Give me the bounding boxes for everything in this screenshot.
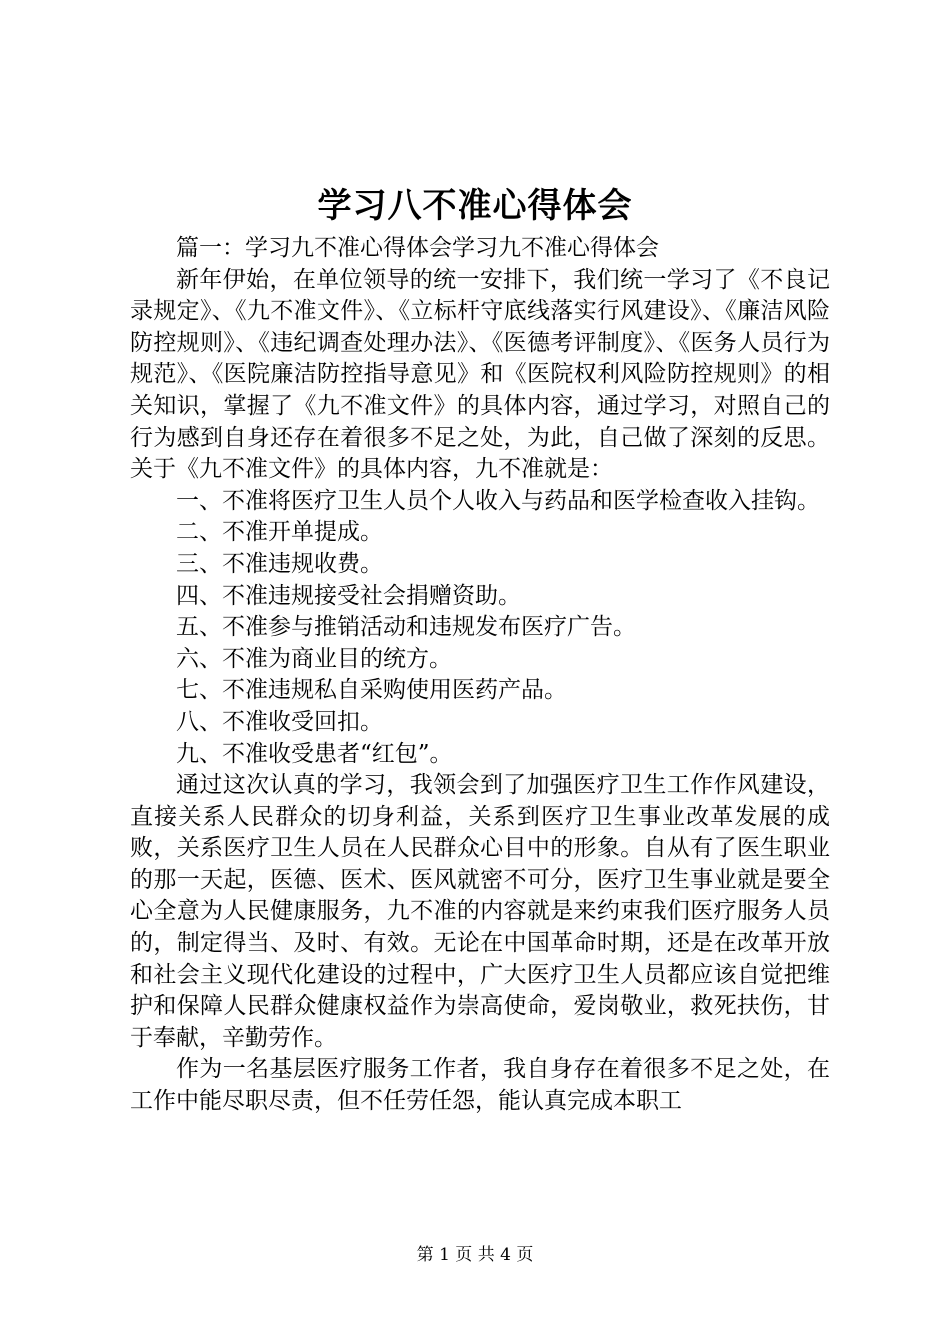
document-title: 学习八不准心得体会 [317,186,633,226]
rule-item-7: 七、不准违规私自采购使用医药产品。 [176,677,567,704]
rule-item-6: 六、不准为商业目的统方。 [176,645,452,672]
document-body [130,233,830,1118]
rule-item-3: 三、不准违规收费。 [176,550,383,577]
paragraph-study-overview: 新年伊始，在单位领导的统一安排下，我们统一学习了《不良记录规定》、《九不准文件》、《立标杆守底线落实行风建设》、《廉洁风险防控规则》、《违纪调查处理办法》、《医德考评制度》、《医务人员行为规范》、《医院廉洁防控指导意见》和《医院权利风险防控规则》的相关知识，掌握了《九不准文件》的具体内容，通过学习，对照自己的行为感到自身还存在着很多不足之处，为此，自己做了深刻的反思。关于《九不准文件》的具体内容，九不准就是： [130,266,830,483]
page-number-footer: 第 1 页 共 4 页 [416,1245,534,1265]
rule-item-8: 八、不准收受回扣。 [176,708,383,735]
rule-item-2: 二、不准开单提成。 [176,519,383,546]
paragraph-self-assessment: 作为一名基层医疗服务工作者，我自身存在着很多不足之处，在工作中能尽职尽责，但不任劳任怨，能认真完成本职工 [130,1056,830,1115]
paragraph-reflection: 通过这次认真的学习，我领会到了加强医疗卫生工作作风建设，直接关系人民群众的切身利益，关系到医疗卫生事业改革发展的成败，关系医疗卫生人员在人民群众心目中的形象。自从有了医生职业的那一天起，医德、医术、医风就密不可分，医疗卫生事业就是要全心全意为人民健康服务，九不准的内容就是来约束我们医疗服务人员的，制定得当、及时、有效。无论在中国革命时期，还是在改革开放和社会主义现代化建设的过程中，广大医疗卫生人员都应该自觉把维护和保障人民群众健康权益作为崇高使命，爱岗敬业，救死扶伤，甘于奉献，辛勤劳作。 [130,772,830,1051]
paragraph-intro: 篇一：学习九不准心得体会学习九不准心得体会 [176,235,659,261]
rule-item-9: 九、不准收受患者“红包”。 [176,740,453,767]
rule-item-1: 一、不准将医疗卫生人员个人收入与药品和医学检查收入挂钩。 [176,487,820,514]
rule-item-5: 五、不准参与推销活动和违规发布医疗广告。 [176,614,636,641]
rule-item-4: 四、不准违规接受社会捐赠资助。 [176,582,521,609]
